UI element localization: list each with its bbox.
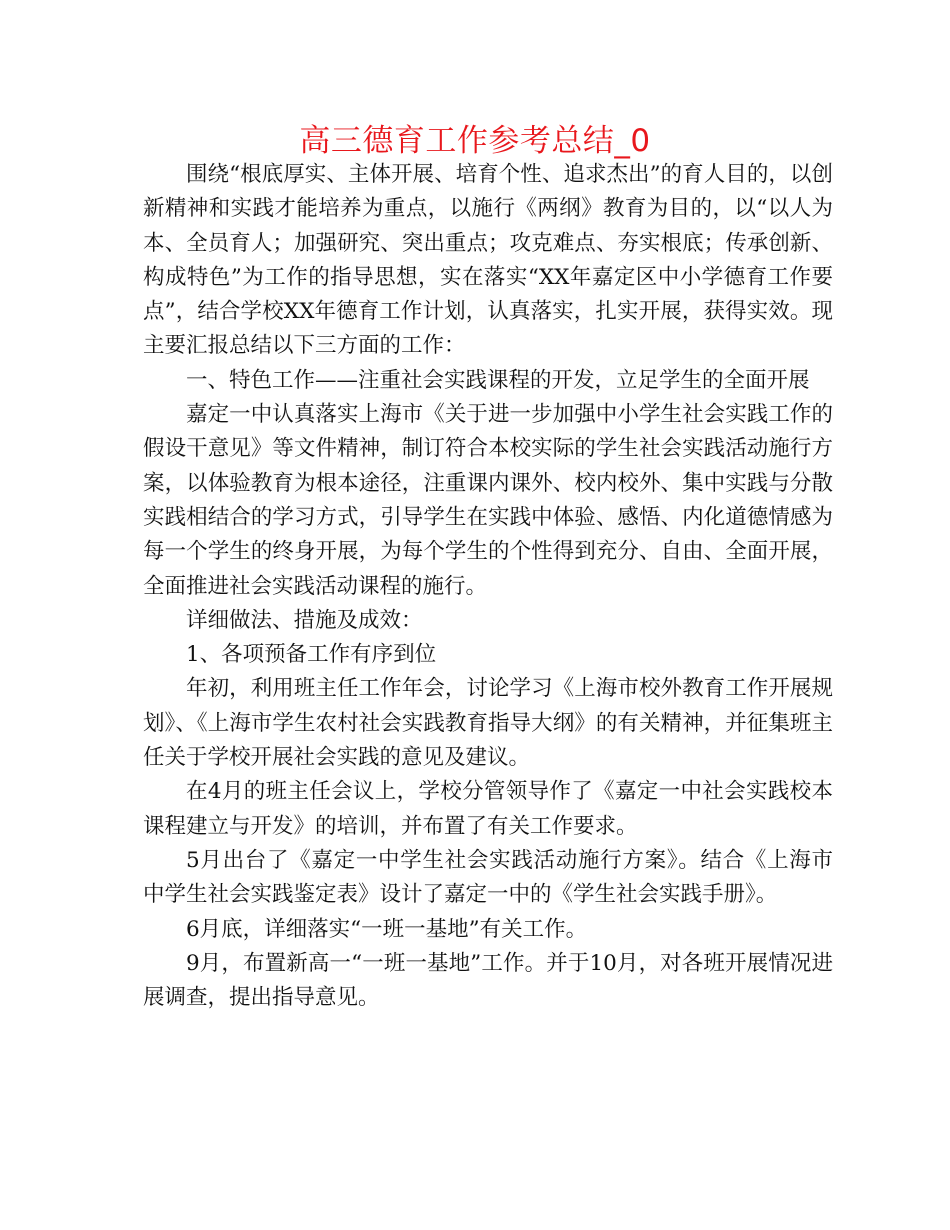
paragraph-april: 在4月的班主任会议上，学校分管领导作了《嘉定一中社会实践校本课程建立与开发》的培训，并布置了有关工作要求。 — [143, 779, 833, 839]
paragraph-section-1: 嘉定一中认真落实上海市《关于进一步加强中小学生社会实践工作的假设干意见》等文件精神，制订符合本校实际的学生社会实践活动施行方案，以体验教育为根本途径，注重课内课外、校内校外、集中实践与分散实践相结合的学习方式，引导学生在实践中体验、感悟、内化道德情感为每一个学生的终身开展，为每个学生的个性得到充分、自由、全面开展，全面推进社会实践活动课程的施行。 — [143, 402, 833, 599]
paragraph-september: 9月，布置新高一“一班一基地”工作。并于10月，对各班开展情况进展调查，提出指导意见。 — [143, 950, 833, 1011]
paragraph-year-start: 年初，利用班主任工作年会，讨论学习《上海市校外教育工作开展规划》、《上海市学生农村社会实践教育指导大纲》的有关精神，并征集班主任关于学校开展社会实践的意见及建议。 — [143, 676, 833, 771]
paragraph-june: 6月底，详细落实“一班一基地”有关工作。 — [186, 916, 588, 942]
paragraph-intro: 围绕“根底厚实、主体开展、培育个性、追求杰出”的育人目的，以创新精神和实践才能培养为重点，以施行《两纲》教育为目的，以“以人为本、全员育人；加强研究、突出重点；攻克难点、夯实根底；传承创新、构成特色”为工作的指导思想，实在落实“XX年嘉定区中小学德育工作要点”，结合学校XX年德育工作计划，认真落实，扎实开展，获得实效。现主要汇报总结以下三方面的工作： — [143, 162, 833, 359]
document-title: 高三德育工作参考总结_0 — [299, 123, 651, 159]
document-body — [143, 158, 833, 1015]
paragraph-may: 5月出台了《嘉定一中学生社会实践活动施行方案》。结合《上海市中学生社会实践鉴定表》设计了嘉定一中的《学生社会实践手册》。 — [143, 847, 833, 908]
subheading-preparation: 1、各项预备工作有序到位 — [186, 642, 437, 668]
section-heading-1: 一、特色工作——注重社会实践课程的开发，立足学生的全面开展 — [186, 367, 810, 393]
paragraph-methods-heading: 详细做法、措施及成效： — [186, 607, 423, 633]
